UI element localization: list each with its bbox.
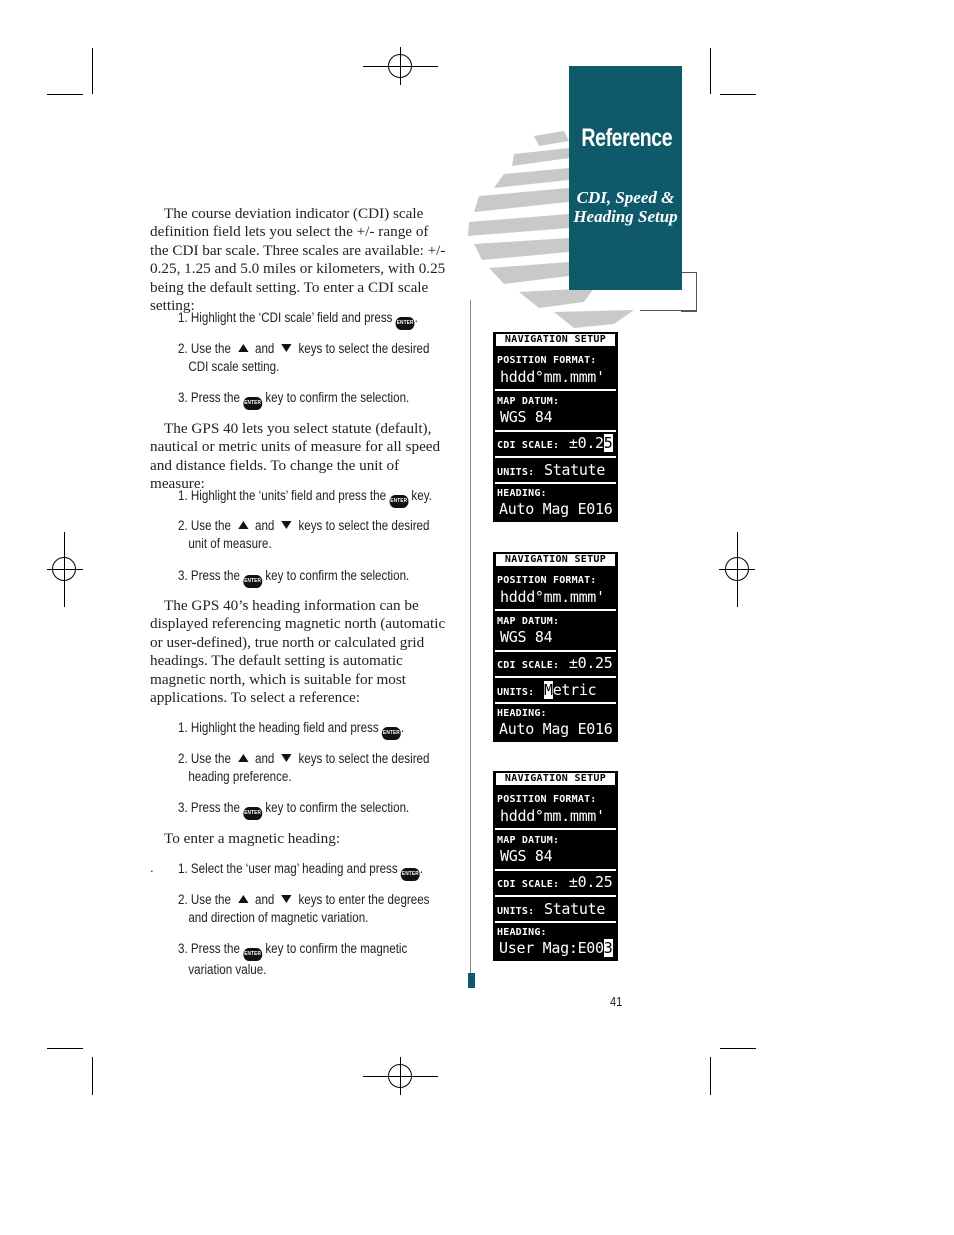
position-format-value: hddd°mm.mmm'	[500, 368, 605, 386]
units-row: UNITS: Statute	[497, 900, 606, 918]
screen-header: NAVIGATION SETUP	[496, 773, 615, 785]
tab-outline	[681, 272, 697, 312]
position-format-label: POSITION FORMAT:	[497, 355, 597, 366]
tab-outline-bottom	[640, 310, 696, 311]
enter-key-icon: ENTER	[401, 868, 420, 881]
enter-key-icon: ENTER	[243, 397, 262, 410]
down-arrow-icon	[281, 895, 291, 903]
section-tab	[569, 66, 682, 290]
cdi-step-2: 2. Use the and keys to select the desired CDI scale setting.	[178, 341, 430, 374]
heading-value: User Mag:E003	[499, 939, 613, 957]
cdi-step-1: 1. Highlight the ‘CDI scale’ field and press ENTER.	[178, 309, 415, 330]
cdi-step-3: 3. Press the ENTER key to confirm the selection.	[178, 389, 415, 410]
heading-value: Auto Mag E016	[499, 720, 613, 738]
down-arrow-icon	[281, 521, 291, 529]
cdi-scale-row: CDI SCALE: ±0.25	[497, 434, 613, 452]
heading-label: HEADING:	[497, 708, 547, 719]
magnetic-intro: To enter a magnetic heading:	[164, 830, 341, 847]
cursor: M	[543, 681, 553, 699]
map-datum-value: WGS 84	[500, 408, 553, 426]
lcd-screen-cdi	[493, 332, 618, 522]
heading-intro: The GPS 40’s heading information can be displayed referencing magnetic north (automatic or user-defined), true north or calculated grid headings. The default setting is automatic magnetic north, which is suitable for most applications. To select a reference:	[150, 597, 446, 707]
enter-key-icon: ENTER	[396, 317, 415, 330]
position-format-label: POSITION FORMAT:	[497, 575, 597, 586]
magnetic-step-1: 1. Select the ‘user mag’ heading and press ENTER.	[178, 860, 415, 881]
page-marker	[468, 973, 475, 988]
units-step-3: 3. Press the ENTER key to confirm the selection.	[178, 567, 415, 588]
enter-key-icon: ENTER	[382, 727, 401, 740]
position-format-value: hddd°mm.mmm'	[500, 588, 605, 606]
lcd-screen-units	[493, 552, 618, 742]
lcd-screen-heading	[493, 771, 618, 961]
units-row: UNITS: Metric	[497, 681, 597, 699]
map-datum-label: MAP DATUM:	[497, 835, 560, 846]
map-datum-label: MAP DATUM:	[497, 396, 560, 407]
cdi-intro: The course deviation indicator (CDI) scale definition field lets you select the +/- range of the CDI bar scale. Three scales are available: +/- 0.25, 1.25 and 5.0 miles or kilometers, with 0.25 being the default setting. To enter a CDI scale setting:	[150, 205, 446, 315]
section-title: Reference	[581, 124, 673, 152]
units-row: UNITS: Statute	[497, 461, 606, 479]
enter-key-icon: ENTER	[243, 948, 262, 961]
heading-step-1: 1. Highlight the heading field and press ENTER.	[178, 719, 415, 740]
position-format-label: POSITION FORMAT:	[497, 794, 597, 805]
cursor: 3	[603, 939, 613, 957]
heading-value: Auto Mag E016	[499, 500, 613, 518]
up-arrow-icon	[238, 754, 248, 762]
map-datum-value: WGS 84	[500, 847, 553, 865]
units-intro: The GPS 40 lets you select statute (default), nautical or metric units of measure for all speed and distance fields. To change the unit of measure:	[150, 420, 441, 493]
cursor: 5	[603, 434, 613, 452]
map-datum-value: WGS 84	[500, 628, 553, 646]
page-number: 41	[610, 994, 623, 1009]
magnetic-step-2: 2. Use the and keys to enter the degrees and direction of magnetic variation.	[178, 892, 430, 925]
units-step-2: 2. Use the and keys to select the desired unit of measure.	[178, 518, 430, 551]
down-arrow-icon	[281, 344, 291, 352]
heading-label: HEADING:	[497, 927, 547, 938]
column-rule	[470, 300, 471, 980]
cdi-scale-row: CDI SCALE: ±0.25	[497, 654, 613, 672]
up-arrow-icon	[238, 521, 248, 529]
position-format-value: hddd°mm.mmm'	[500, 807, 605, 825]
down-arrow-icon	[281, 754, 291, 762]
screen-header: NAVIGATION SETUP	[496, 334, 615, 346]
up-arrow-icon	[238, 344, 248, 352]
screen-header: NAVIGATION SETUP	[496, 554, 615, 566]
map-datum-label: MAP DATUM:	[497, 616, 560, 627]
up-arrow-icon	[238, 895, 248, 903]
cdi-scale-row: CDI SCALE: ±0.25	[497, 873, 613, 891]
magnetic-step-3: 3. Press the ENTER key to confirm the magnetic variation value.	[178, 941, 408, 977]
heading-label: HEADING:	[497, 488, 547, 499]
bullet-dot: .	[150, 860, 154, 875]
units-step-1: 1. Highlight the ‘units’ field and press the ENTER key.	[178, 487, 415, 508]
enter-key-icon: ENTER	[243, 575, 262, 588]
heading-step-3: 3. Press the ENTER key to confirm the selection.	[178, 799, 415, 820]
heading-step-2: 2. Use the and keys to select the desired heading preference.	[178, 751, 430, 784]
section-subtitle: CDI, Speed & Heading Setup	[573, 188, 678, 226]
enter-key-icon: ENTER	[243, 807, 262, 820]
enter-key-icon: ENTER	[389, 495, 408, 508]
